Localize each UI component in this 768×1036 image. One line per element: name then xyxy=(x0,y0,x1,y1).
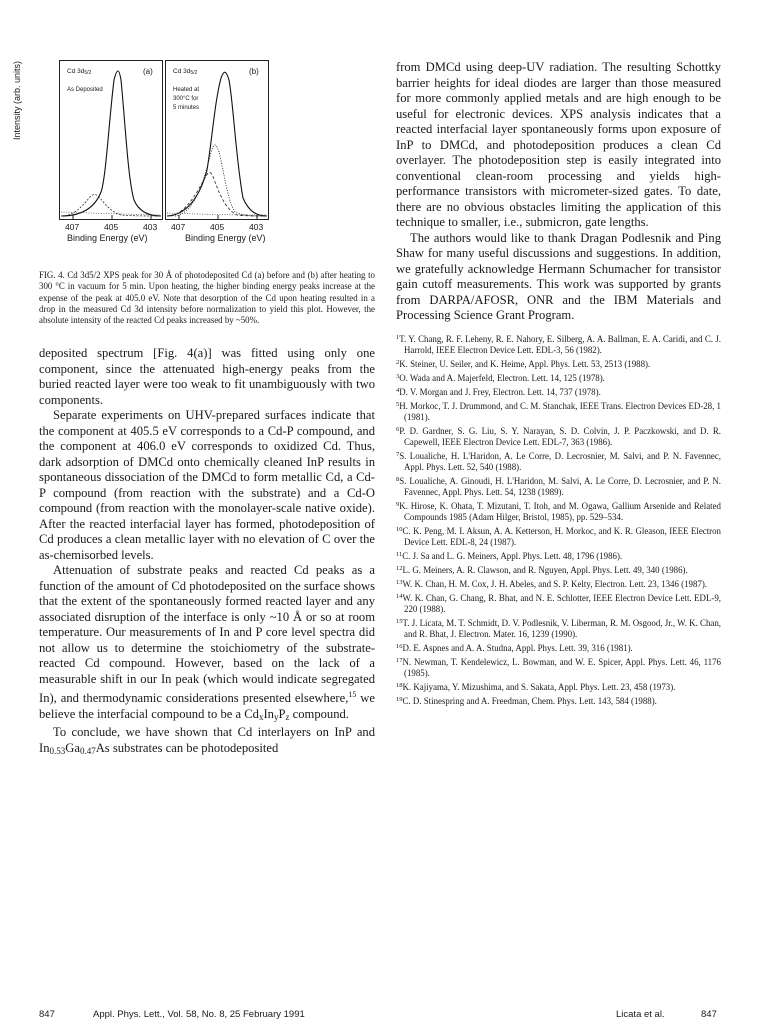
x-axis-label-b: Binding Energy (eV) xyxy=(185,233,266,243)
left-column xyxy=(12,60,375,759)
reference-item xyxy=(396,357,721,370)
reference-item xyxy=(396,332,721,356)
reference-number: 3 xyxy=(396,372,400,380)
reference-number: 10 xyxy=(396,525,403,533)
right-column xyxy=(396,60,721,708)
tick-b-403: 403 xyxy=(249,222,264,232)
reference-text: K. Kajiyama, Y. Mizushima, and S. Sakata, Appl. Phys. Lett. 23, 458 (1973). xyxy=(402,681,676,692)
panel-b-label: (b) xyxy=(249,67,259,76)
reference-number: 11 xyxy=(396,550,403,558)
reference-item xyxy=(396,616,721,640)
acknowledgments-paragraph: The authors would like to thank Dragan Podlesnik and Ping Shaw for many useful discussions and suggestions. In addition, we gratefully acknowledge Hermann Schumacher for transistor gain cutoff measurements. This work was supported by grants from DARPA/AFOSR, ONR and the IBM Materials and Processing Science Grant Program. xyxy=(396,230,721,322)
reference-number: 5 xyxy=(396,400,400,408)
reference-number: 12 xyxy=(396,564,403,572)
reference-text: S. Loualiche, H. L'Haridon, A. Le Corre, D. Lecrosnier, M. Salvi, and P. N. Favennec, Appl. Phys. Lett. 52, 540 (1988). xyxy=(399,450,721,472)
tick-b-407: 407 xyxy=(171,222,186,232)
conclusion-paragraph: from DMCd using deep-UV radiation. The resulting Schottky barrier heights for ideal diodes are larger than those measured for more commonly applied metals and are high enough to be useful for electronic devices. XPS analysis indicates that a reacted interfacial layer spontaneously forms upon exposure of InP to DMCd, and photodeposition produces a clean Cd overlayer. The photodeposition step is easily integrated into conventional clean-room processing and yields high-performance transistors with micrometer-sized gates. To date, there are no obvious obstacles limiting the application of this technique to smaller, i.e., submicron, gate lengths. xyxy=(396,60,721,229)
reference-text: L. G. Meiners, A. R. Clawson, and R. Nguyen, Appl. Phys. Lett. 49, 340 (1986). xyxy=(402,564,688,575)
tick-a-405: 405 xyxy=(104,222,119,232)
component-dotted xyxy=(175,145,267,216)
reference-item xyxy=(396,371,721,384)
reference-item xyxy=(396,474,721,498)
reference-number: 6 xyxy=(396,425,400,433)
reference-number: 7 xyxy=(396,450,400,458)
panel-b-plot xyxy=(165,60,269,220)
tick-a-407: 407 xyxy=(65,222,80,232)
journal-citation: Appl. Phys. Lett., Vol. 58, No. 8, 25 February 1991 xyxy=(93,1009,305,1020)
reference-text: T. Y. Chang, R. F. Leheny, R. E. Nahory, E. Silberg, A. A. Ballman, E. A. Caridi, and C. J. Harrold, IEEE Electron Device Lett. EDL-3, 56 (1982). xyxy=(399,333,721,355)
reference-item xyxy=(396,680,721,693)
x-axis-label-a: Binding Energy (eV) xyxy=(67,233,148,243)
reference-text: C. D. Stinespring and A. Freedman, Chem. Phys. Lett. 143, 584 (1988). xyxy=(402,695,657,706)
panel-a-label: (a) xyxy=(143,67,153,76)
reference-item xyxy=(396,385,721,398)
reference-item xyxy=(396,577,721,590)
paragraph-1: Separate experiments on UHV-prepared surfaces indicate that the component at 405.5 eV corresponds to a Cd-P compound, and the component at 406.0 eV corresponds to oxidized Cd. Thus, dark adsorption of DMCd onto chemically cleaned InP results in spontaneous dissociation of the DMCd to form metallic Cd, a Cd-P compound (from reaction with the substrate) and a Cd-O compound (from reaction with the monolayer-scale native oxide). After the reacted interfacial layer has formed, photodeposition of Cd produces a clean metallic layer with no elevation of C over the as-chemisorbed levels. xyxy=(39,408,375,562)
reference-number: 13 xyxy=(396,578,403,586)
reference-item xyxy=(396,563,721,576)
reference-number: 15 xyxy=(396,617,403,625)
panel-a-note: As Deposited xyxy=(67,87,103,93)
reference-text: D. V. Morgan and J. Frey, Electron. Lett. 14, 737 (1978). xyxy=(399,386,601,397)
paragraph-3: To conclude, we have shown that Cd interlayers on InP and $In_{0.53}Ga_{0.47}As$ substrates can be photodeposited xyxy=(39,725,375,756)
reference-number: 14 xyxy=(396,592,403,600)
panel-b-title: Cd $3d_{5/2}$ xyxy=(173,68,198,76)
reference-number: 4 xyxy=(396,386,400,394)
panel-b-note: Heated at 300°C for 5 minutes xyxy=(173,87,200,111)
reference-item xyxy=(396,591,721,615)
reference-item xyxy=(396,641,721,654)
reference-item xyxy=(396,549,721,562)
reference-text: C. J. Sa and L. G. Meiners, Appl. Phys. Lett. 48, 1796 (1986). xyxy=(402,550,623,561)
reference-text: N. Newman, T. Kendelewicz, L. Bowman, and W. E. Spicer, Appl. Phys. Lett. 46, 1176 (1985). xyxy=(402,656,721,678)
reference-number: 17 xyxy=(396,656,403,664)
reference-text: S. Loualiche, A. Ginoudi, H. L'Haridon, M. Salvi, A. Le Corre, D. Lecrosnier, and P. N. Favennec, Appl. Phys. Lett. 54, 1238 (1989). xyxy=(399,475,721,497)
tick-b-405: 405 xyxy=(210,222,225,232)
reference-text: O. Wada and A. Majerfeld, Electron. Lett. 14, 125 (1978). xyxy=(399,372,605,383)
reference-text: K. Hirose, K. Ohata, T. Mizutani, T. Itoh, and M. Ogawa, Gallium Arsenide and Related Compounds 1985 (Adam Hilger, Bristol, 1985), pp. 529–534. xyxy=(399,500,721,522)
reference-text: W. K. Chan, H. M. Cox, J. H. Abeles, and S. P. Kelty, Electron. Lett. 23, 1346 (1987). xyxy=(402,578,708,589)
panel-a-plot xyxy=(59,60,163,220)
panel-a-title: Cd $3d_{5/2}$ xyxy=(67,68,92,76)
reference-number: 18 xyxy=(396,681,403,689)
paragraph-0: deposited spectrum [Fig. 4(a)] was fitted using only one component, since the attenuated high-energy peaks from the buried reacted layer were too weak to fit unambiguously with two components. xyxy=(39,346,375,407)
figure-caption: FIG. 4. Cd 3d5/2 XPS peak for 30 Å of photodeposited Cd (a) before and (b) after heating to 300 °C in vacuum for 5 min. Upon heating, the higher binding energy peaks increase at the expense of the peak at 405.0 eV. Note that desorption of the Cd upon heating resulted in a drop in the measured Cd 3d intensity before normalization to yield this plot. However, the absolute intensity of the reacted Cd peaks increased by ~50%. xyxy=(39,270,375,326)
reference-text: H. Morkoc, T. J. Drummond, and C. M. Stanchak, IEEE Trans. Electron Devices ED-28, 1 (1981). xyxy=(399,400,721,422)
reference-number: 9 xyxy=(396,500,400,508)
panel-b xyxy=(165,60,269,220)
reference-item xyxy=(396,449,721,473)
figure-4 xyxy=(12,60,375,260)
reference-number: 2 xyxy=(396,358,400,366)
references-list xyxy=(396,332,721,707)
running-authors: Licata et al. xyxy=(616,1009,665,1020)
reference-text: T. J. Licata, M. T. Schmidt, D. V. Podlesnik, V. Liberman, R. M. Osgood, Jr., W. K. Chan, and R. Bhat, J. Electron. Mater. 16, 1239 (1990). xyxy=(402,617,721,639)
left-body-text xyxy=(39,346,375,759)
paragraph-2: Attenuation of substrate peaks and reacted Cd peaks as a function of the amount of Cd photodeposited on the surface shows that the extent of the spontaneously formed reacted layer and any associated disruption of the interface is only ~10 Å or so at room temperature. Our measurements of In and P core level spectra did not allow us to determine the stoichiometry of the substrate-reacted Cd compound. However, based on the lack of a measurable shift in our In peak (which would indicate segregated In), and thermodynamic considerations presented elsewhere,$^{15}$ we believe the interfacial compound to be a $Cd_xIn_yP_z$ compound. xyxy=(39,563,375,722)
reference-item xyxy=(396,524,721,548)
reference-number: 8 xyxy=(396,475,400,483)
reference-item xyxy=(396,424,721,448)
reference-item xyxy=(396,399,721,423)
reference-item xyxy=(396,694,721,707)
reference-number: 1 xyxy=(396,333,400,341)
reference-text: K. Steiner, U. Seiler, and K. Heime, Appl. Phys. Lett. 53, 2513 (1988). xyxy=(399,358,651,369)
reference-text: W. K. Chan, G. Chang, R. Bhat, and N. E. Schlotter, IEEE Electron Device Lett. EDL-9, 220 (1988). xyxy=(402,592,721,614)
reference-item xyxy=(396,655,721,679)
tick-a-403: 403 xyxy=(143,222,158,232)
reference-item xyxy=(396,499,721,523)
y-axis-label: Intensity (arb. units) xyxy=(12,60,22,140)
reference-number: 16 xyxy=(396,642,403,650)
right-body-text xyxy=(396,60,721,324)
panel-a xyxy=(59,60,163,220)
page-number-right: 847 xyxy=(701,1009,717,1020)
reference-text: D. E. Aspnes and A. A. Studna, Appl. Phys. Lett. 39, 316 (1981). xyxy=(402,642,633,653)
reference-text: C. K. Peng, M. I. Aksun, A. A. Ketterson, H. Morkoc, and K. R. Gleason, IEEE Electron Device Lett. EDL-8, 24 (1987). xyxy=(402,525,721,547)
reference-text: P. D. Gardner, S. G. Liu, S. Y. Narayan, S. D. Colvin, J. P. Paczkowski, and D. R. Capewell, IEEE Electron Device Lett. EDL-7, 363 (1986). xyxy=(399,425,721,447)
reference-number: 19 xyxy=(396,695,403,703)
page-number-left: 847 xyxy=(39,1009,55,1020)
